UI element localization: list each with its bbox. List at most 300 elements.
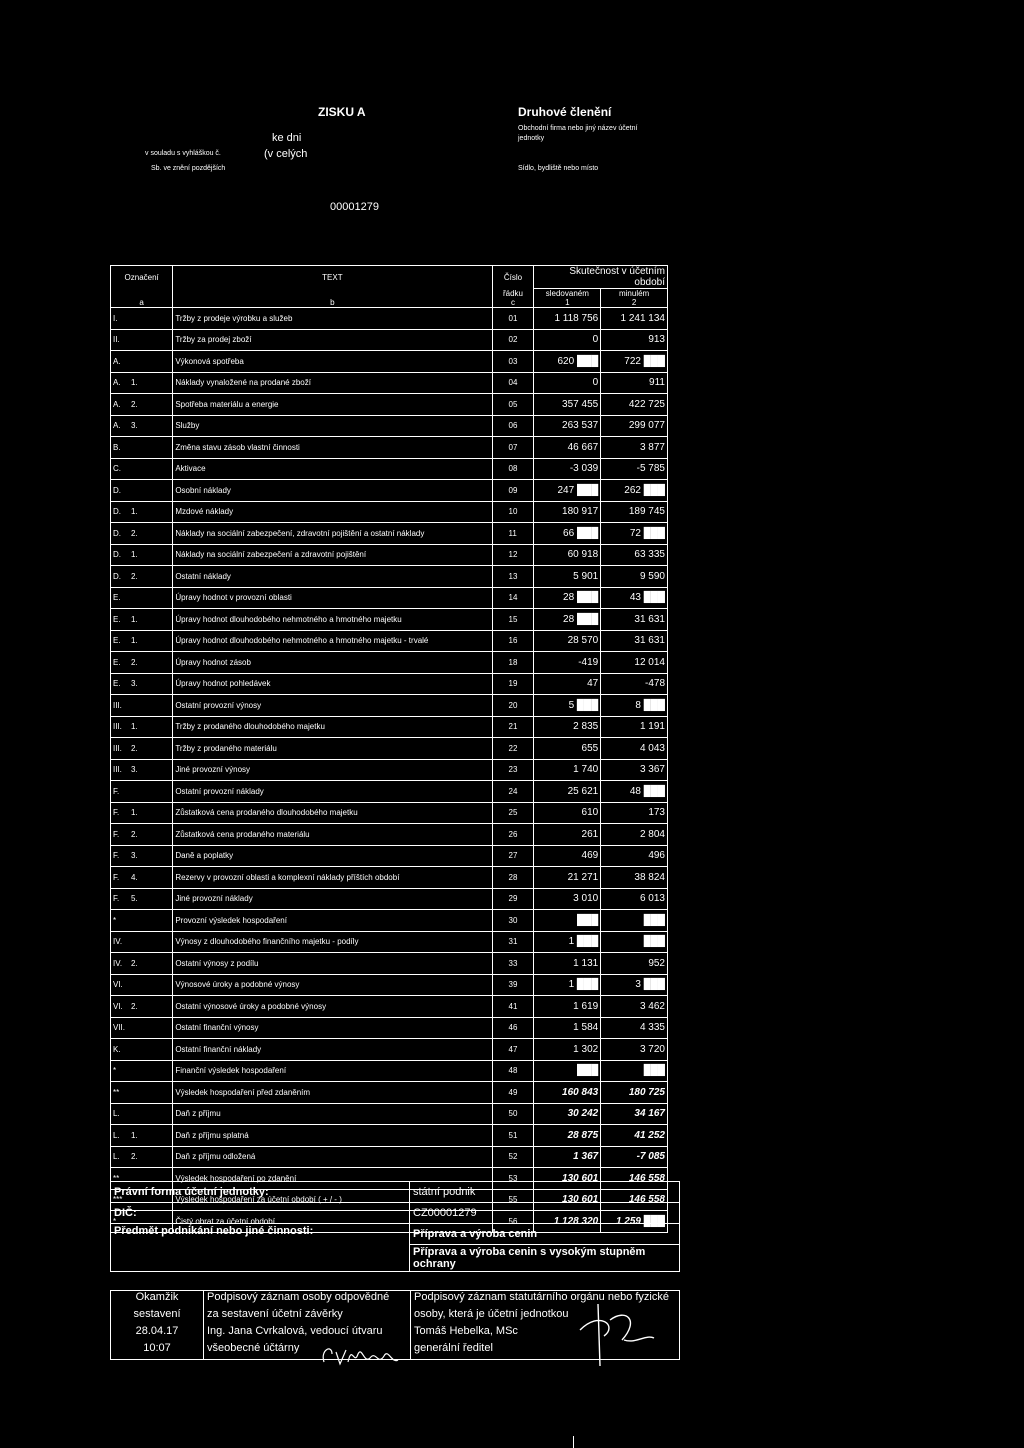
law-line-1: v souladu s vyhláškou č. bbox=[145, 150, 221, 157]
row-text: Daň z příjmu bbox=[173, 1103, 492, 1125]
table-row bbox=[111, 1125, 668, 1147]
row-value-current: 1 131 bbox=[534, 953, 601, 975]
row-line-number: 14 bbox=[492, 587, 534, 609]
row-value-previous: 2 804 bbox=[601, 824, 668, 846]
row-line-number: 48 bbox=[492, 1060, 534, 1082]
table-row bbox=[111, 802, 668, 824]
row-mark bbox=[111, 415, 173, 437]
row-text: Spotřeba materiálu a energie bbox=[173, 394, 492, 416]
signature-mark-1 bbox=[318, 1340, 408, 1370]
row-value-previous: -5 785 bbox=[601, 458, 668, 480]
row-value-previous: 3 ███ bbox=[601, 974, 668, 996]
row-mark-primary: VII. bbox=[113, 1023, 126, 1033]
pravni-forma-label: Právní forma účetní jednotky: bbox=[111, 1182, 410, 1203]
predmet-label: Předmět podnikání nebo jiné činnosti: bbox=[111, 1224, 410, 1272]
row-line-number: 52 bbox=[492, 1146, 534, 1168]
table-row bbox=[111, 652, 668, 674]
row-line-number: 08 bbox=[492, 458, 534, 480]
row-mark-primary: E. bbox=[113, 593, 121, 603]
row-mark-secondary: 1. bbox=[131, 507, 138, 517]
row-mark bbox=[111, 931, 173, 953]
row-value-previous: 3 367 bbox=[601, 759, 668, 781]
table-row bbox=[111, 566, 668, 588]
row-value-current: 1 367 bbox=[534, 1146, 601, 1168]
row-value-previous: 3 720 bbox=[601, 1039, 668, 1061]
row-mark-primary: VI. bbox=[113, 1001, 123, 1011]
table-row bbox=[111, 824, 668, 846]
row-value-previous: -7 085 bbox=[601, 1146, 668, 1168]
table-row bbox=[111, 673, 668, 695]
row-mark-primary: K. bbox=[113, 1044, 121, 1054]
row-line-number: 22 bbox=[492, 738, 534, 760]
row-value-current: 620 ███ bbox=[534, 351, 601, 373]
header-radku: řádku bbox=[492, 289, 534, 299]
sestaveni: sestavení bbox=[111, 1308, 204, 1325]
header-b: b bbox=[173, 298, 492, 308]
row-mark bbox=[111, 630, 173, 652]
row-value-previous: 189 745 bbox=[601, 501, 668, 523]
row-line-number: 01 bbox=[492, 308, 534, 330]
table-row bbox=[111, 480, 668, 502]
table-row bbox=[111, 351, 668, 373]
table-row bbox=[111, 738, 668, 760]
row-mark-primary: A. bbox=[113, 399, 121, 409]
row-mark bbox=[111, 458, 173, 480]
row-line-number: 31 bbox=[492, 931, 534, 953]
row-value-current: 3 010 bbox=[534, 888, 601, 910]
row-value-previous: 952 bbox=[601, 953, 668, 975]
row-value-previous: 31 631 bbox=[601, 630, 668, 652]
sig2-name: Tomáš Hebelka, MSc bbox=[411, 1325, 680, 1342]
row-mark-primary: IV. bbox=[113, 937, 123, 947]
row-mark-primary: ** bbox=[113, 1087, 120, 1097]
table-row bbox=[111, 329, 668, 351]
row-value-current: ███ bbox=[534, 910, 601, 932]
row-value-current: 1 302 bbox=[534, 1039, 601, 1061]
table-body bbox=[111, 308, 668, 1233]
header-oznaceni: Označení bbox=[111, 266, 173, 289]
row-text: Úpravy hodnot dlouhodobého nehmotného a hmotného majetku - trvalé bbox=[173, 630, 492, 652]
info-table bbox=[110, 1181, 680, 1272]
row-text: Úpravy hodnot v provozní oblasti bbox=[173, 587, 492, 609]
row-text: Změna stavu zásob vlastní činnosti bbox=[173, 437, 492, 459]
row-line-number: 09 bbox=[492, 480, 534, 502]
table-row bbox=[111, 587, 668, 609]
row-mark bbox=[111, 824, 173, 846]
row-mark-primary: IV. bbox=[113, 958, 123, 968]
table-row bbox=[111, 437, 668, 459]
row-text: Výsledek hospodaření za účetní období ( + / - ) bbox=[173, 1189, 492, 1211]
row-line-number: 10 bbox=[492, 501, 534, 523]
row-value-current: 0 bbox=[534, 372, 601, 394]
row-mark-primary: I. bbox=[113, 313, 118, 323]
row-text: Úpravy hodnot zásob bbox=[173, 652, 492, 674]
row-line-number: 18 bbox=[492, 652, 534, 674]
row-mark-primary: E. bbox=[113, 657, 121, 667]
table-row bbox=[111, 1082, 668, 1104]
header-skutecnost: Skutečnost v účetním období bbox=[534, 266, 668, 289]
row-mark-primary: * bbox=[113, 915, 117, 925]
row-text: Výkonová spotřeba bbox=[173, 351, 492, 373]
row-mark-primary: F. bbox=[113, 851, 120, 861]
row-mark bbox=[111, 673, 173, 695]
row-text: Finanční výsledek hospodaření bbox=[173, 1060, 492, 1082]
row-mark bbox=[111, 781, 173, 803]
row-mark-secondary: 3. bbox=[131, 851, 138, 861]
sig1-line1: Podpisový záznam osoby odpovědné bbox=[204, 1291, 411, 1309]
row-mark-secondary: 1. bbox=[131, 378, 138, 388]
row-text: Daň z příjmu splatná bbox=[173, 1125, 492, 1147]
row-mark-primary: VI. bbox=[113, 980, 123, 990]
row-value-previous: 43 ███ bbox=[601, 587, 668, 609]
row-value-current: 46 667 bbox=[534, 437, 601, 459]
header-cislo: Číslo bbox=[492, 266, 534, 289]
row-mark-primary: E. bbox=[113, 614, 121, 624]
row-mark-primary: III. bbox=[113, 722, 122, 732]
row-value-current: 28 570 bbox=[534, 630, 601, 652]
title-part: ZISKU A bbox=[318, 105, 366, 119]
row-line-number: 50 bbox=[492, 1103, 534, 1125]
row-value-current: 2 835 bbox=[534, 716, 601, 738]
row-text: Úpravy hodnot dlouhodobého nehmotného a hmotného majetku bbox=[173, 609, 492, 631]
row-text: Ostatní náklady bbox=[173, 566, 492, 588]
row-value-previous: 146 558 bbox=[601, 1189, 668, 1211]
row-mark-secondary: 3. bbox=[131, 765, 138, 775]
row-value-current: 28 ███ bbox=[534, 609, 601, 631]
row-value-previous: 8 ███ bbox=[601, 695, 668, 717]
row-mark-secondary: 2. bbox=[131, 1152, 138, 1162]
row-value-previous: 3 462 bbox=[601, 996, 668, 1018]
row-value-previous: 173 bbox=[601, 802, 668, 824]
sig2-title: generální ředitel bbox=[411, 1342, 680, 1360]
header-text: TEXT bbox=[173, 266, 492, 289]
row-line-number: 12 bbox=[492, 544, 534, 566]
sig1-line2: za sestavení účetní závěrky bbox=[204, 1308, 411, 1325]
row-line-number: 07 bbox=[492, 437, 534, 459]
row-text: Náklady na sociální zabezpečení, zdravotní pojištění a ostatní náklady bbox=[173, 523, 492, 545]
table-row bbox=[111, 1017, 668, 1039]
row-value-previous: 31 631 bbox=[601, 609, 668, 631]
row-text: Úpravy hodnot pohledávek bbox=[173, 673, 492, 695]
row-value-previous: 3 877 bbox=[601, 437, 668, 459]
row-value-previous: ███ bbox=[601, 910, 668, 932]
row-line-number: 26 bbox=[492, 824, 534, 846]
row-value-current: 5 901 bbox=[534, 566, 601, 588]
row-mark-primary: C. bbox=[113, 464, 121, 474]
row-mark-secondary: 2. bbox=[131, 399, 138, 409]
row-mark-primary: F. bbox=[113, 786, 120, 796]
row-line-number: 29 bbox=[492, 888, 534, 910]
row-mark-primary: A. bbox=[113, 421, 121, 431]
row-mark bbox=[111, 501, 173, 523]
table-row bbox=[111, 501, 668, 523]
row-mark-primary: D. bbox=[113, 550, 121, 560]
row-value-previous: 146 558 bbox=[601, 1168, 668, 1190]
row-line-number: 13 bbox=[492, 566, 534, 588]
row-text: Tržby z prodaného materiálu bbox=[173, 738, 492, 760]
row-mark-secondary: 1. bbox=[131, 808, 138, 818]
row-mark-primary: III. bbox=[113, 700, 122, 710]
profit-loss-table bbox=[110, 265, 668, 1233]
row-mark bbox=[111, 759, 173, 781]
table-row bbox=[111, 695, 668, 717]
row-mark-primary: III. bbox=[113, 743, 122, 753]
row-mark bbox=[111, 974, 173, 996]
row-mark bbox=[111, 372, 173, 394]
row-text: Provozní výsledek hospodaření bbox=[173, 910, 492, 932]
row-mark-primary: A. bbox=[113, 356, 121, 366]
row-text: Ostatní výnosové úroky a podobné výnosy bbox=[173, 996, 492, 1018]
table-row bbox=[111, 308, 668, 330]
header-a: a bbox=[111, 298, 173, 308]
row-line-number: 15 bbox=[492, 609, 534, 631]
row-value-current: -3 039 bbox=[534, 458, 601, 480]
table-row bbox=[111, 1146, 668, 1168]
row-value-current: 28 875 bbox=[534, 1125, 601, 1147]
row-mark-primary: D. bbox=[113, 528, 121, 538]
row-value-current: 21 271 bbox=[534, 867, 601, 889]
row-line-number: 25 bbox=[492, 802, 534, 824]
row-value-current: 469 bbox=[534, 845, 601, 867]
row-value-previous: 913 bbox=[601, 329, 668, 351]
row-mark bbox=[111, 652, 173, 674]
row-text: Ostatní finanční náklady bbox=[173, 1039, 492, 1061]
row-mark-primary: D. bbox=[113, 485, 121, 495]
row-value-current: 5 ███ bbox=[534, 695, 601, 717]
table-row bbox=[111, 394, 668, 416]
row-value-previous: ███ bbox=[601, 931, 668, 953]
row-value-current: 180 917 bbox=[534, 501, 601, 523]
row-value-current: 261 bbox=[534, 824, 601, 846]
table-row bbox=[111, 523, 668, 545]
row-text: Výsledek hospodaření před zdaněním bbox=[173, 1082, 492, 1104]
row-value-previous: 1 259 ███ bbox=[601, 1211, 668, 1233]
row-mark-secondary: 2. bbox=[131, 657, 138, 667]
row-value-current: 1 118 756 bbox=[534, 308, 601, 330]
sig1-dept: všeobecné účtárny bbox=[204, 1342, 411, 1360]
row-mark-secondary: 1. bbox=[131, 1130, 138, 1140]
row-mark-primary: F. bbox=[113, 894, 120, 904]
row-mark-secondary: 1. bbox=[131, 550, 138, 560]
row-text: Tržby za prodej zboží bbox=[173, 329, 492, 351]
row-mark bbox=[111, 802, 173, 824]
row-line-number: 51 bbox=[492, 1125, 534, 1147]
row-mark bbox=[111, 888, 173, 910]
firma-label-2: jednotky bbox=[518, 135, 545, 142]
table-row bbox=[111, 1039, 668, 1061]
row-line-number: 55 bbox=[492, 1189, 534, 1211]
row-mark bbox=[111, 953, 173, 975]
row-value-current: 1 584 bbox=[534, 1017, 601, 1039]
row-value-previous: 299 077 bbox=[601, 415, 668, 437]
row-value-previous: 1 191 bbox=[601, 716, 668, 738]
row-text: Služby bbox=[173, 415, 492, 437]
row-value-previous: 262 ███ bbox=[601, 480, 668, 502]
table-row bbox=[111, 1060, 668, 1082]
row-mark-primary: E. bbox=[113, 679, 121, 689]
row-text: Ostatní finanční výnosy bbox=[173, 1017, 492, 1039]
row-mark bbox=[111, 867, 173, 889]
ico: 00001279 bbox=[330, 201, 379, 213]
row-line-number: 03 bbox=[492, 351, 534, 373]
row-value-previous: 6 013 bbox=[601, 888, 668, 910]
row-text: Výnosové úroky a podobné výnosy bbox=[173, 974, 492, 996]
row-mark-primary: F. bbox=[113, 808, 120, 818]
table-row bbox=[111, 888, 668, 910]
table-row bbox=[111, 910, 668, 932]
row-mark bbox=[111, 394, 173, 416]
row-mark-primary: A. bbox=[113, 378, 121, 388]
table-row bbox=[111, 372, 668, 394]
table-row bbox=[111, 974, 668, 996]
row-value-current: 1 619 bbox=[534, 996, 601, 1018]
row-text: Aktivace bbox=[173, 458, 492, 480]
row-mark bbox=[111, 1060, 173, 1082]
table-row bbox=[111, 845, 668, 867]
row-mark bbox=[111, 480, 173, 502]
row-value-current: 130 601 bbox=[534, 1168, 601, 1190]
sig2-line1: Podpisový záznam statutárního orgánu nebo fyzické bbox=[411, 1291, 680, 1309]
row-value-current: 47 bbox=[534, 673, 601, 695]
row-mark-secondary: 1. bbox=[131, 614, 138, 624]
row-text: Ostatní provozní výnosy bbox=[173, 695, 492, 717]
row-value-current: 60 918 bbox=[534, 544, 601, 566]
row-value-current: 1 740 bbox=[534, 759, 601, 781]
row-line-number: 53 bbox=[492, 1168, 534, 1190]
row-value-previous: 38 824 bbox=[601, 867, 668, 889]
row-mark-secondary: 1. bbox=[131, 636, 138, 646]
row-mark bbox=[111, 738, 173, 760]
row-value-previous: 911 bbox=[601, 372, 668, 394]
row-line-number: 47 bbox=[492, 1039, 534, 1061]
predmet-value-2: Příprava a výroba cenin s vysokým stupněm ochrany bbox=[410, 1245, 680, 1272]
row-value-previous: 72 ███ bbox=[601, 523, 668, 545]
row-mark bbox=[111, 1125, 173, 1147]
sig1-name: Ing. Jana Cvrkalová, vedoucí útvaru bbox=[204, 1325, 411, 1342]
row-mark-primary: D. bbox=[113, 571, 121, 581]
dic-label: DIČ: bbox=[111, 1203, 410, 1224]
row-mark-primary: III. bbox=[113, 765, 122, 775]
row-line-number: 41 bbox=[492, 996, 534, 1018]
table-row bbox=[111, 1103, 668, 1125]
row-value-previous: 9 590 bbox=[601, 566, 668, 588]
row-value-current: 0 bbox=[534, 329, 601, 351]
row-mark-secondary: 5. bbox=[131, 894, 138, 904]
header-sledovanem: sledovaném bbox=[534, 289, 601, 299]
sidlo-label: Sídlo, bydliště nebo místo bbox=[518, 165, 599, 172]
row-value-previous: 48 ███ bbox=[601, 781, 668, 803]
row-value-current: 263 537 bbox=[534, 415, 601, 437]
row-mark-primary: *** bbox=[113, 1195, 123, 1205]
row-line-number: 30 bbox=[492, 910, 534, 932]
row-line-number: 56 bbox=[492, 1211, 534, 1233]
row-text: Daně a poplatky bbox=[173, 845, 492, 867]
row-mark bbox=[111, 1146, 173, 1168]
row-text: Ostatní výnosy z podílu bbox=[173, 953, 492, 975]
row-mark-primary: * bbox=[113, 1066, 117, 1076]
row-line-number: 16 bbox=[492, 630, 534, 652]
row-value-previous: 4 335 bbox=[601, 1017, 668, 1039]
row-mark-secondary: 3. bbox=[131, 421, 138, 431]
row-value-previous: 1 241 134 bbox=[601, 308, 668, 330]
okamzik: Okamžik bbox=[111, 1291, 204, 1309]
edge-mark bbox=[573, 1436, 574, 1448]
row-line-number: 06 bbox=[492, 415, 534, 437]
row-mark-primary: F. bbox=[113, 872, 120, 882]
row-mark-primary: F. bbox=[113, 829, 120, 839]
row-mark-secondary: 4. bbox=[131, 872, 138, 882]
row-value-previous: -478 bbox=[601, 673, 668, 695]
row-value-current: 357 455 bbox=[534, 394, 601, 416]
signature-mark-2 bbox=[560, 1300, 660, 1368]
law-line-2: Sb. ve znění pozdějších bbox=[151, 165, 226, 172]
row-mark bbox=[111, 1039, 173, 1061]
row-text: Výnosy z dlouhodobého finančního majetku - podíly bbox=[173, 931, 492, 953]
header-c: c bbox=[492, 298, 534, 308]
row-line-number: 04 bbox=[492, 372, 534, 394]
row-line-number: 21 bbox=[492, 716, 534, 738]
row-text: Ostatní provozní náklady bbox=[173, 781, 492, 803]
row-value-previous: ███ bbox=[601, 1060, 668, 1082]
table-row bbox=[111, 953, 668, 975]
row-mark bbox=[111, 845, 173, 867]
firma-label: Obchodní firma nebo jiný název účetní bbox=[518, 125, 638, 132]
row-mark-primary: L. bbox=[113, 1109, 120, 1119]
row-value-previous: 12 014 bbox=[601, 652, 668, 674]
row-mark-primary: B. bbox=[113, 442, 121, 452]
date: 28.04.17 bbox=[111, 1325, 204, 1342]
row-mark-primary: L. bbox=[113, 1152, 120, 1162]
row-text: Čistý obrat za účetní období bbox=[173, 1211, 492, 1233]
row-value-current: 130 601 bbox=[534, 1189, 601, 1211]
row-text: Tržby z prodeje výrobku a služeb bbox=[173, 308, 492, 330]
row-value-current: 1 128 320 bbox=[534, 1211, 601, 1233]
header-minulem: minulém bbox=[601, 289, 668, 299]
predmet-value-1: Příprava a výroba cenin bbox=[410, 1224, 680, 1245]
table-row bbox=[111, 630, 668, 652]
row-value-current: 610 bbox=[534, 802, 601, 824]
row-mark-secondary: 2. bbox=[131, 571, 138, 581]
row-mark-secondary: 1. bbox=[131, 722, 138, 732]
row-mark bbox=[111, 566, 173, 588]
row-text: Zůstatková cena prodaného dlouhodobého majetku bbox=[173, 802, 492, 824]
row-value-current: ███ bbox=[534, 1060, 601, 1082]
row-mark-primary: D. bbox=[113, 507, 121, 517]
row-text: Tržby z prodaného dlouhodobého majetku bbox=[173, 716, 492, 738]
row-mark bbox=[111, 716, 173, 738]
row-value-previous: 180 725 bbox=[601, 1082, 668, 1104]
row-mark bbox=[111, 695, 173, 717]
table-row bbox=[111, 609, 668, 631]
row-value-previous: 34 167 bbox=[601, 1103, 668, 1125]
druhove-cleneni: Druhové členění bbox=[518, 105, 612, 119]
row-line-number: 11 bbox=[492, 523, 534, 545]
row-text: Zůstatková cena prodaného materiálu bbox=[173, 824, 492, 846]
row-value-current: 66 ███ bbox=[534, 523, 601, 545]
table-row bbox=[111, 458, 668, 480]
row-mark-primary: L. bbox=[113, 1130, 120, 1140]
table-row bbox=[111, 996, 668, 1018]
row-value-current: 160 843 bbox=[534, 1082, 601, 1104]
row-value-current: -419 bbox=[534, 652, 601, 674]
row-value-current: 247 ███ bbox=[534, 480, 601, 502]
ke-dni: ke dni bbox=[272, 132, 302, 144]
table-row bbox=[111, 759, 668, 781]
row-mark-secondary: 3. bbox=[131, 679, 138, 689]
row-mark bbox=[111, 609, 173, 631]
row-value-current: 30 242 bbox=[534, 1103, 601, 1125]
row-mark bbox=[111, 544, 173, 566]
